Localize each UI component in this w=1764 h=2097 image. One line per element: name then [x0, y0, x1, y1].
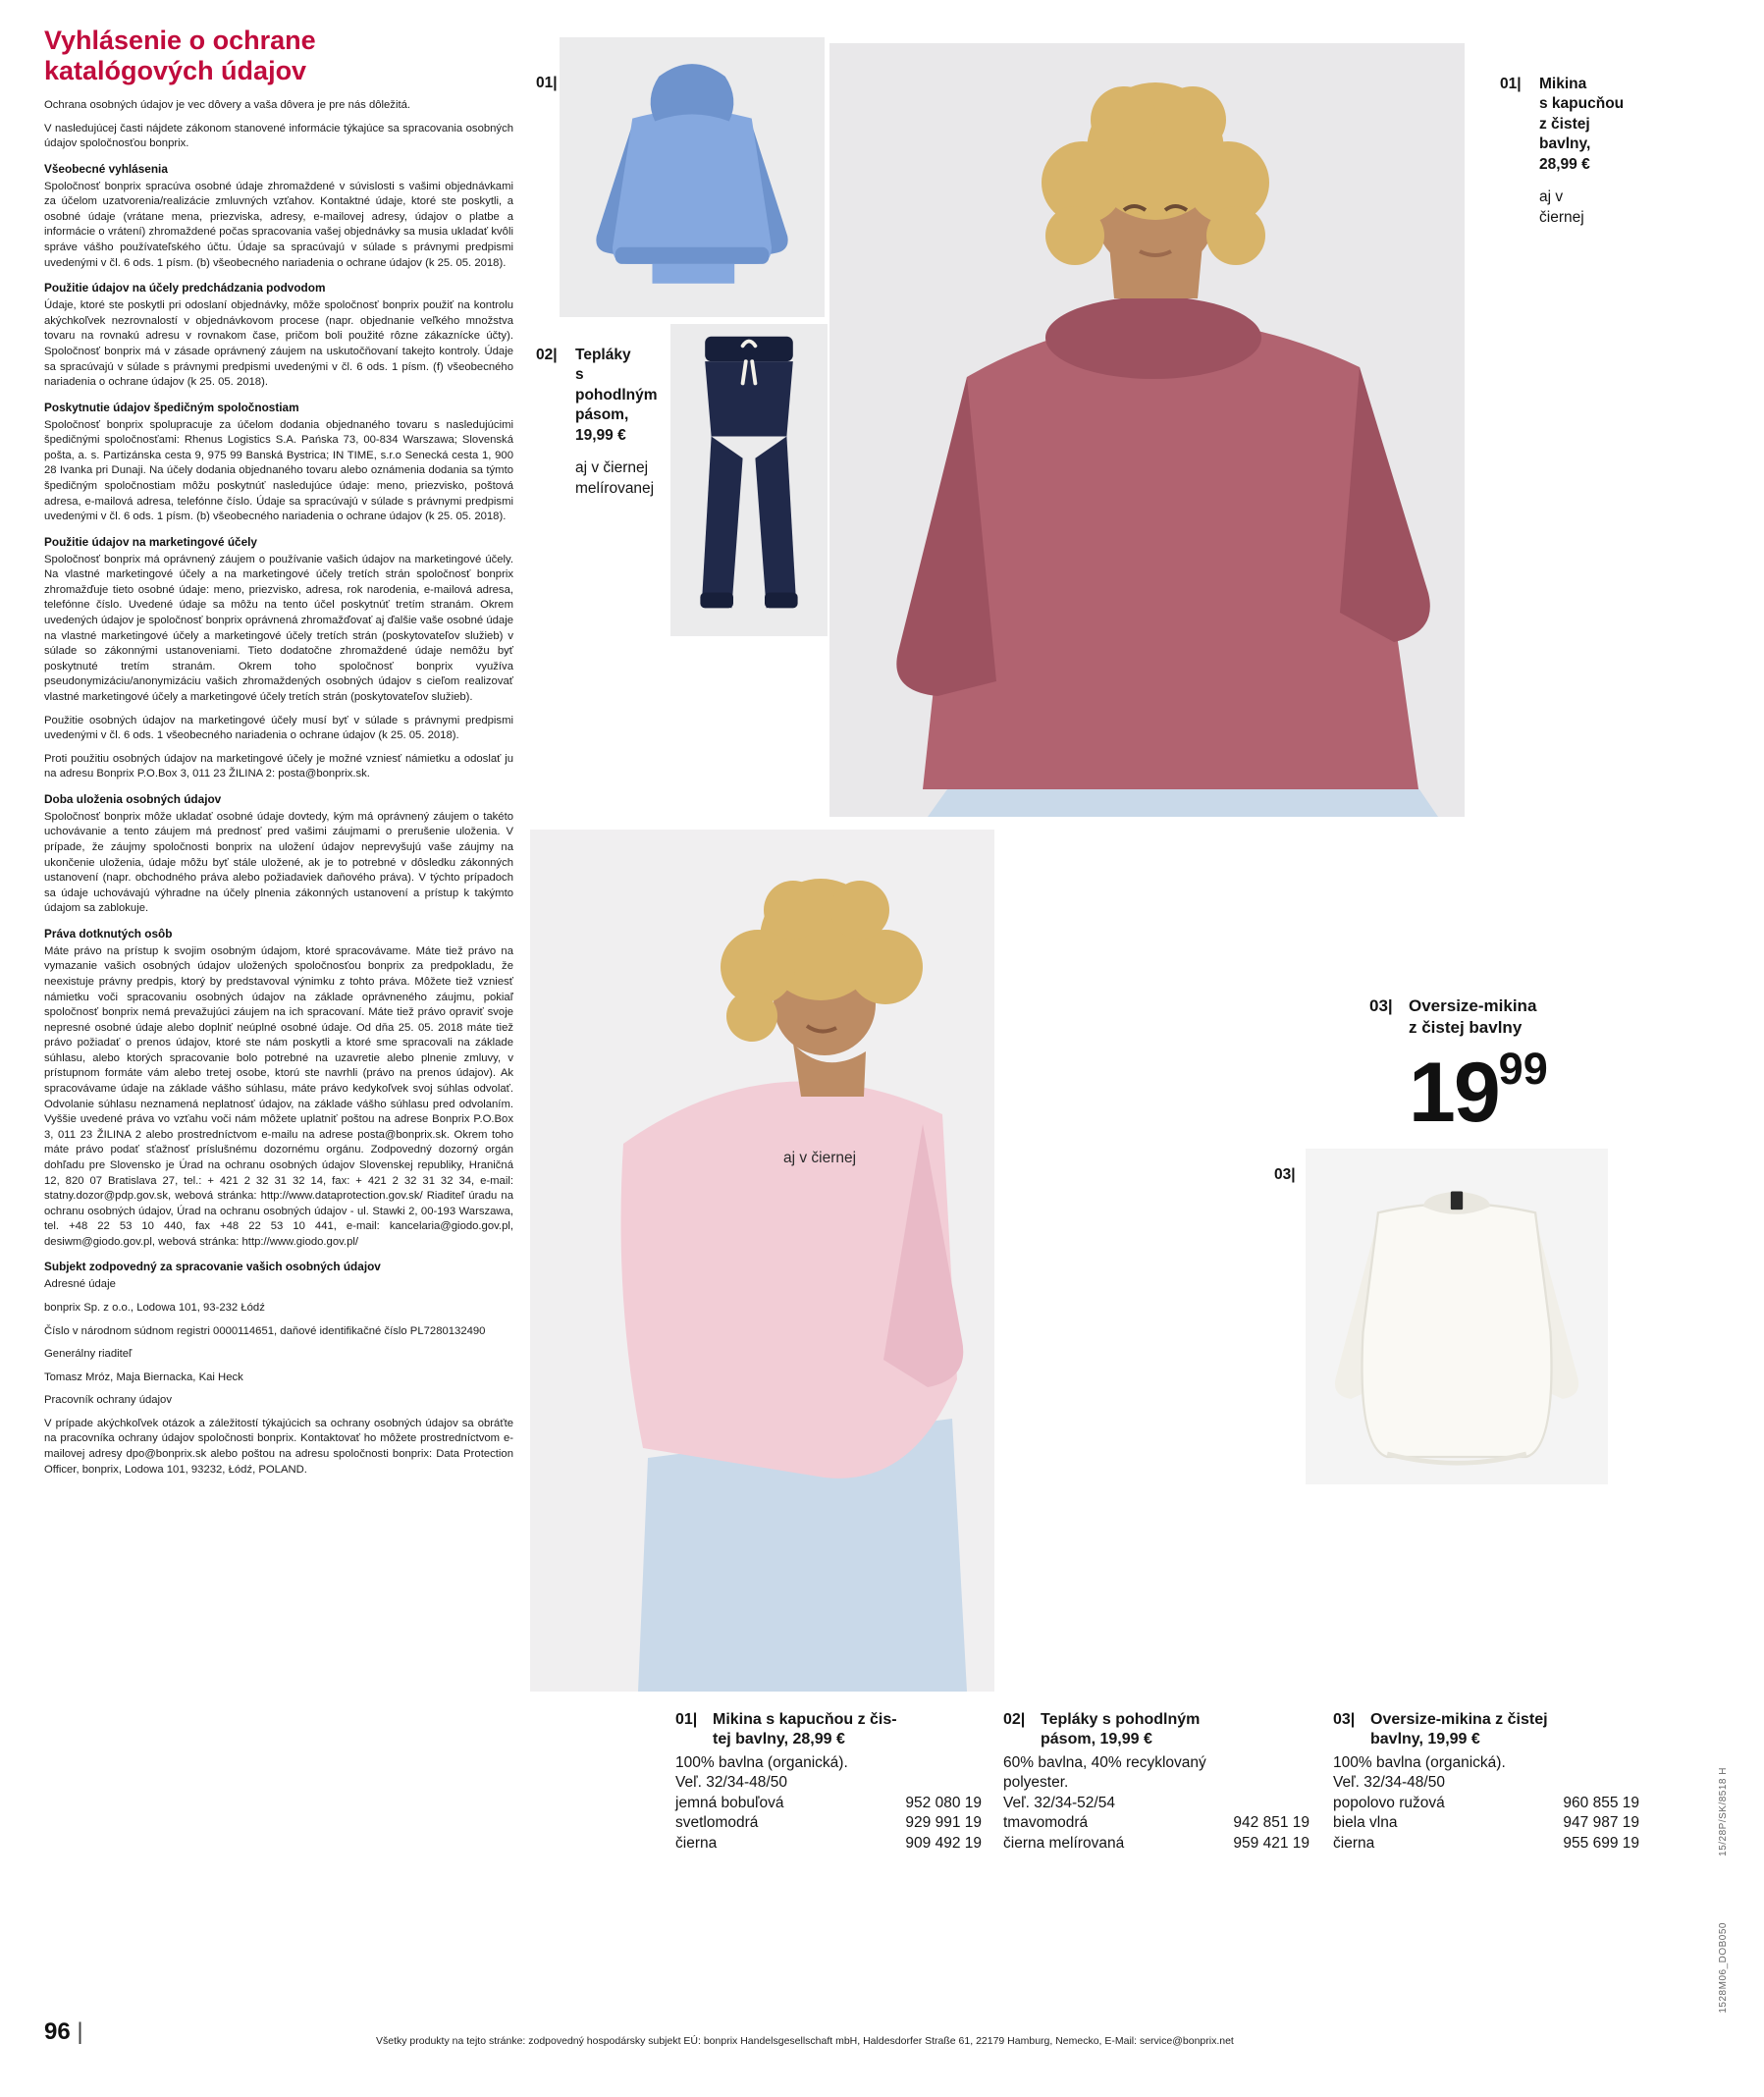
privacy-paragraph: Číslo v národnom súdnom registri 0000114651, daňové identifikačné číslo PL7280132490 [44, 1324, 486, 1337]
color-row [675, 1813, 982, 1833]
product-description [1333, 1753, 1639, 1794]
callout-line: z čistej [1539, 115, 1590, 133]
article-code: 959 421 19 [1233, 1834, 1310, 1852]
privacy-paragraph: bonprix Sp. z o.o., Lodowa 101, 93-232 Łódź [44, 1302, 265, 1314]
privacy-paragraph: Použitie osobných údajov na marketingové účely musí byť v súlade s právnymi predpismi uvedenými v čl. 6 ods. 1 všeobecného nariadenia o ochrane údajov (k 25. 05. 2018). [44, 714, 513, 742]
pink-sweatshirt-model-illustration [530, 830, 994, 1692]
product-color-rows [1333, 1794, 1639, 1854]
privacy-sections [44, 98, 513, 1478]
color-name: čierna [675, 1834, 718, 1852]
pink-photo-note: aj v čiernej [783, 1150, 857, 1166]
product-description-line: Veľ. 32/34-48/50 [1333, 1774, 1445, 1792]
product-number: 02| [1003, 1711, 1026, 1728]
price-sup: 99 [1498, 1044, 1548, 1095]
product-description-line: Veľ. 32/34-52/54 [1003, 1794, 1115, 1811]
callout-line: s pohodlným [575, 366, 658, 403]
product-title [1003, 1710, 1310, 1749]
color-name: čierna [1333, 1834, 1375, 1852]
callout-line: pásom, [575, 406, 629, 424]
footer-legal-line: Všetky produkty na tejto stránke: zodpovedný hospodársky subjekt EÚ: bonprix Handelsgesellschaft mbH, Haldesdorfer Straße 61, 22179 Hamburg, Nemecko, E-Mail: service@bonprix.net [376, 2035, 1234, 2047]
color-row [675, 1794, 982, 1813]
privacy-paragraph: Spoločnosť bonprix môže ukladať osobné údaje dovtedy, kým má oprávnený záujem o takéto uchovávanie a tento záujem má prednosť pred vašimi záujmami o prerušenie uloženia. V prípade, že záujmy spoločnosti bonprix na uložení údajov neprevyšujú vaše záujmy na ukončenie uloženia, údaje môžu byť stále uložené, ak je to potrebné v dôsledku zákonných ustanovení (napr. obchodného práva alebo požiadaviek daňového práva). V týchto prípadoch sa údaje uchovávajú výhradne na účely plnenia zákonných ustanovení a prístup k takýmto údajom sa zablokuje. [44, 810, 513, 915]
product-description [1003, 1753, 1310, 1813]
privacy-section-heading: Použitie údajov na marketingové účely [44, 534, 257, 549]
article-code: 909 492 19 [905, 1834, 982, 1852]
color-row [675, 1834, 982, 1854]
color-name: čierna melírovaná [1003, 1834, 1125, 1852]
product-title [675, 1710, 982, 1749]
callout-line: z čistej bavlny [1409, 1018, 1523, 1038]
color-name: tmavomodrá [1003, 1814, 1089, 1832]
privacy-paragraph: V prípade akýchkoľvek otázok a záležitostí týkajúcich sa ochrany osobných údajov sa obráťte na pracovníka ochrany údajov spoločnosti bonprix. Kontaktovať ho môžete prostredníctvom e-mailovej adresy dpo@bonprix.sk alebo poštou na adresu spoločnosti bonprix: Data Protection Officer, bonprix, Lodowa 101, 93232, Łódź, POLAND. [44, 1417, 513, 1476]
callout-line: 28,99 € [1539, 155, 1590, 173]
page-title-line1: Vyhlásenie o ochrane [44, 26, 316, 55]
privacy-column [44, 26, 513, 2001]
product-number: 03| [1333, 1711, 1356, 1728]
privacy-paragraph: Ochrana osobných údajov je vec dôvery a vaša dôvera je pre nás dôležitá. [44, 99, 411, 111]
privacy-paragraph: V nasledujúcej časti nájdete zákonom stanovené informácie týkajúce sa spracovania osobných údajov spoločnosťou bonprix. [44, 122, 513, 150]
color-row [1333, 1834, 1639, 1854]
callout-03-number: 03| [1369, 996, 1393, 1015]
callout-product-03 [1369, 995, 1615, 1141]
color-name: svetlomodrá [675, 1814, 759, 1832]
callout-line: s kapucňou [1539, 95, 1625, 113]
privacy-paragraph: Adresné údaje [44, 1278, 116, 1291]
privacy-paragraph: Pracovník ochrany údajov [44, 1394, 172, 1407]
color-row [1003, 1813, 1310, 1833]
callout-02-note [575, 458, 666, 499]
callout-03-name [1409, 995, 1615, 1039]
rose-hoodie-model-illustration [829, 43, 1465, 817]
product-photo-white-sweater [1306, 1149, 1608, 1484]
product-description-line: 100% bavlna (organická). [675, 1754, 848, 1771]
callout-01-note [1539, 188, 1647, 228]
catalog-code-bottom: 1528M06_DOB050 [1718, 1922, 1729, 2014]
product-title-line2: tej bavlny, 28,99 € [713, 1731, 845, 1748]
privacy-paragraph: Proti použitiu osobných údajov na marketingové účely je možné vzniesť námietku a odoslať ju na adresu Bonprix P.O.Box 3, 011 23 ŽILINA 2: posta@bonprix.sk. [44, 752, 513, 780]
callout-product-02 [536, 346, 666, 499]
callout-note-line: aj v [1539, 188, 1564, 206]
white-sweater-illustration [1306, 1149, 1608, 1484]
product-color-rows [1003, 1813, 1310, 1854]
callout-line: 19,99 € [575, 426, 626, 444]
privacy-paragraph: Tomasz Mróz, Maja Biernacka, Kai Heck [44, 1371, 243, 1383]
blue-hoodie-illustration [560, 37, 825, 317]
privacy-section-heading: Použitie údajov na účely predchádzania podvodom [44, 281, 326, 296]
privacy-section-heading: Všeobecné vyhlásenia [44, 161, 168, 176]
color-name: jemná bobuľová [675, 1794, 784, 1811]
joggers-illustration [670, 324, 828, 636]
model-photo-rose-hoodie [829, 43, 1465, 817]
callout-line: bavlny, [1539, 135, 1591, 153]
color-row [1333, 1813, 1639, 1833]
privacy-paragraph: Údaje, ktoré ste poskytli pri odoslaní objednávky, môže spoločnosť bonprix použiť na kontrolu akýchkoľvek nezrovnalostí v objednávkovom procese (napr. objednanie veľkého množstva tovaru na rovnakú adresu v rovnakom čase, pričom boli použité rôzne zákaznícke účty). Spoločnosť bonprix má v zásade oprávnený záujem na uskutočňovaní takejto kontroly. Údaje sa spracúvajú v súlade s právnymi predpismi uvedenými v čl. 6 ods. 1 písm. (f) všeobecného nariadenia o ochrane údajov (k 25. 05. 2018). [44, 299, 513, 389]
callout-02-number: 02| [536, 347, 558, 363]
article-code: 947 987 19 [1563, 1814, 1639, 1832]
privacy-paragraph: Máte právo na prístup k svojim osobným údajom, ktoré spracovávame. Máte tiež právo na vymazanie vašich osobných údajov uložených spoločnosťou bonprix za predpokladu, že neexistuje právny predpis, ktorý by predstavoval výnimku z tohto práva. Môžete tiež vzniesť námietku voči spracovaniu osobných údajov na základe oprávneného záujmu, pokiaľ spoločnosť bonprix nemá prevažujúci záujem na ich spracovaní. Máte tiež právo opraviť svoje nepresné osobné údaje alebo doplniť neúplné osobné údaje. Od dňa 25. 05. 2018 máte tiež právo požiadať o prenos údajov, ktoré ste nám poskytli a ktoré sme spracovali na základe súhlasu, alebo ktorých spracovanie bolo potrebné na uzavretie alebo plnenie zmluvy, v prístupnom formáte vám alebo tretej osobe, ktorú ste navrhli (právo na prenos údajov). Ak spracovávame údaje na základe vášho súhlasu, máte právo kedykoľvek svoj súhlas odvolať. Odvolanie súhlasu neznamená neplatnosť údajov, na základe vášho súhlasu pred odvolaním. Vyššie uvedené práva vo vzťahu voči nám môžete uplatniť poštou na adrese Bonprix P.O.Box 3, 011 23 ŽILINA 2 alebo prostredníctvom e-mailu na adrese posta@bonprix.sk. Okrem toho máte právo podať sťažnosť príslušnému dozornému orgánu. Zodpovedný dozorný orgán dohľadu pre Slovensko je Úrad na ochranu osobných údajov Slovenskej republiky, Hraničná 12, 820 07 Bratislava 27, tel.: + 421 2 32 31 32 14, fax: + 421 2 32 31 32 34, e-mail: statny.dozor@pdp.gov.sk, webová stránka: http://www.dataprotection.gov.sk/ Riaditeľ úradu na ochranu osobných údajov, Úrad na ochranu osobných údajov - ul. Stawki 2, 00-193 Warszawa, tel. +48 22 53 10 440, fax +48 22 53 10 441, e-mail: kancelaria@giodo.gov.pl, desiwm@giodo.gov.pl, webová stránka: http://www.giodo.gov.pl/ [44, 944, 513, 1248]
product-title [1333, 1710, 1639, 1749]
bottom-column-03 [1333, 1710, 1639, 1854]
product-description-line: polyester. [1003, 1774, 1069, 1792]
product-description-line: Veľ. 32/34-48/50 [675, 1774, 787, 1792]
privacy-section-heading: Subjekt zodpovedný za spracovanie vašich osobných údajov [44, 1260, 381, 1274]
privacy-paragraph: Generálny riaditeľ [44, 1348, 133, 1361]
product-color-rows [675, 1794, 982, 1854]
product-title-line1: Mikina s kapucňou z čis- [713, 1711, 897, 1728]
callout-note-line: melírovanej [575, 479, 655, 497]
article-code: 942 851 19 [1233, 1814, 1310, 1832]
product-description [675, 1753, 982, 1794]
callout-01-number: 01| [1500, 76, 1522, 92]
callout-01-name [1539, 75, 1647, 175]
page-title-line2: katalógových údajov [44, 55, 307, 85]
product-description-line: 100% bavlna (organická). [1333, 1754, 1506, 1771]
product-title-line2: pásom, 19,99 € [1041, 1731, 1152, 1748]
page-title [44, 26, 513, 85]
product-photo-blue-hoodie [560, 37, 825, 317]
price-1999 [1409, 1044, 1615, 1141]
callout-line: Tepláky [575, 347, 631, 363]
callout-line: Mikina [1539, 76, 1587, 92]
article-code: 955 699 19 [1563, 1834, 1639, 1852]
privacy-paragraph: Spoločnosť bonprix spracúva osobné údaje zhromaždené v súvislosti s vašimi objednávkami za účelom uzatvorenia/realizácie zmluvných vzťahov. Kontaktné údaje, ktoré ste poskytli, a osobné údaje (vrátane mena, priezviska, adresy, e-mailovej adresy, údajov o platbe a informácie o vrátení) zhromaždené počas spracovania vašej objednávky sa musia ukladať kvôli správe vášho používateľského účtu. Údaje sa spracúvajú v súlade s právnymi predpismi uvedenými v čl. 6 ods. 1 písm. (b) všeobecného nariadenia o ochrane údajov (k 25. 05. 2018). [44, 180, 513, 269]
model-photo-pink-sweatshirt [530, 830, 994, 1692]
callout-line: Oversize-mikina [1409, 996, 1537, 1015]
callout-note-line: aj v čiernej [575, 459, 649, 477]
privacy-paragraph: Spoločnosť bonprix spolupracuje za účelom dodania objednaného tovaru s nasledujúcimi špedičnými spoločnosťami: Rhenus Logistics S.A. Pańska 73, 00-834 Warszawa; Slovenská pošta, a. s. Partizánska cesta 9, 975 99 Banská Bystrica; IN TIME, s.r.o Senecká cesta 1, 900 28 Ivanka pri Dunaji. Na účely dodania objednaného tovaru alebo oznámenia dodania sa týmto špedičným spoločnostiam môžu poskytnúť nasledujúce údaje: meno, priezvisko, poštová adresa, e-mailová adresa, telefónne číslo. Údaje sa spracúvajú v súlade s právnymi predpismi uvedenými v čl. 6 ods. 1 písm. (b) všeobecného nariadenia o ochrane údajov (k 25. 05. 2018). [44, 418, 513, 523]
privacy-section-heading: Práva dotknutých osôb [44, 926, 173, 941]
callout-note-line: čiernej [1539, 208, 1584, 226]
color-name: biela vlna [1333, 1814, 1398, 1832]
color-row [1003, 1834, 1310, 1854]
color-name: popolovo ružová [1333, 1794, 1445, 1811]
product-title-line2: bavlny, 19,99 € [1370, 1731, 1480, 1748]
bottom-column-02 [1003, 1710, 1310, 1854]
photo-label-01: 01| [536, 75, 558, 91]
privacy-paragraph: Spoločnosť bonprix má oprávnený záujem o používanie vašich údajov na marketingové účely. Na vlastné marketingové účely a na marketingové účely tretích strán spoločnosť bonprix zhromažďuje tieto osobné údaje: meno, priezvisko, adresa, rok narodenia, e-mailová adresa, telefónne číslo. Uvedené údaje sa môžu na tento účel poskytnúť tretím stranám. Okrem uvedených údajov je spoločnosť bonprix oprávnená zhromažďovať aj ďalšie vaše osobné údaje na vlastné marketingové účely a marketingové účely tretích strán (poskytovateľov služieb) v súlade so zákonnými ustanoveniami. Tieto dodatočne zhromaždené údaje nemôžu byť poskytnuté tretím stranám. Okrem toho spoločnosť bonprix využíva pseudonymizáciu/anonymizáciu vašich zhromaždených osobných údajov s cieľom realizovať vlastné marketingové účely a marketingové účely tretích strán (poskytovateľov služieb). [44, 553, 513, 703]
privacy-section-heading: Poskytnutie údajov špedičným spoločnostiam [44, 400, 299, 414]
page-number-value: 96 [44, 2018, 71, 2045]
callout-02-name [575, 346, 666, 446]
product-photo-navy-joggers [670, 324, 828, 636]
price-main: 19 [1409, 1046, 1499, 1141]
product-number: 01| [675, 1711, 698, 1728]
bottom-column-01 [675, 1710, 982, 1854]
article-code: 929 991 19 [905, 1814, 982, 1832]
product-title-line1: Tepláky s pohodlným [1041, 1711, 1201, 1728]
privacy-section-heading: Doba uloženia osobných údajov [44, 791, 222, 806]
color-row [1333, 1794, 1639, 1813]
callout-product-01 [1500, 75, 1647, 228]
product-title-line1: Oversize-mikina z čistej [1370, 1711, 1548, 1728]
product-description-line: 60% bavlna, 40% recyklovaný [1003, 1754, 1206, 1771]
article-code: 960 855 19 [1563, 1794, 1639, 1811]
page-number-bar: | [77, 2018, 83, 2045]
photo-label-03: 03| [1274, 1166, 1296, 1183]
article-code: 952 080 19 [905, 1794, 982, 1811]
catalog-code-top: 15/28P/SK/8518 H [1718, 1767, 1729, 1856]
page-number [44, 2018, 83, 2046]
